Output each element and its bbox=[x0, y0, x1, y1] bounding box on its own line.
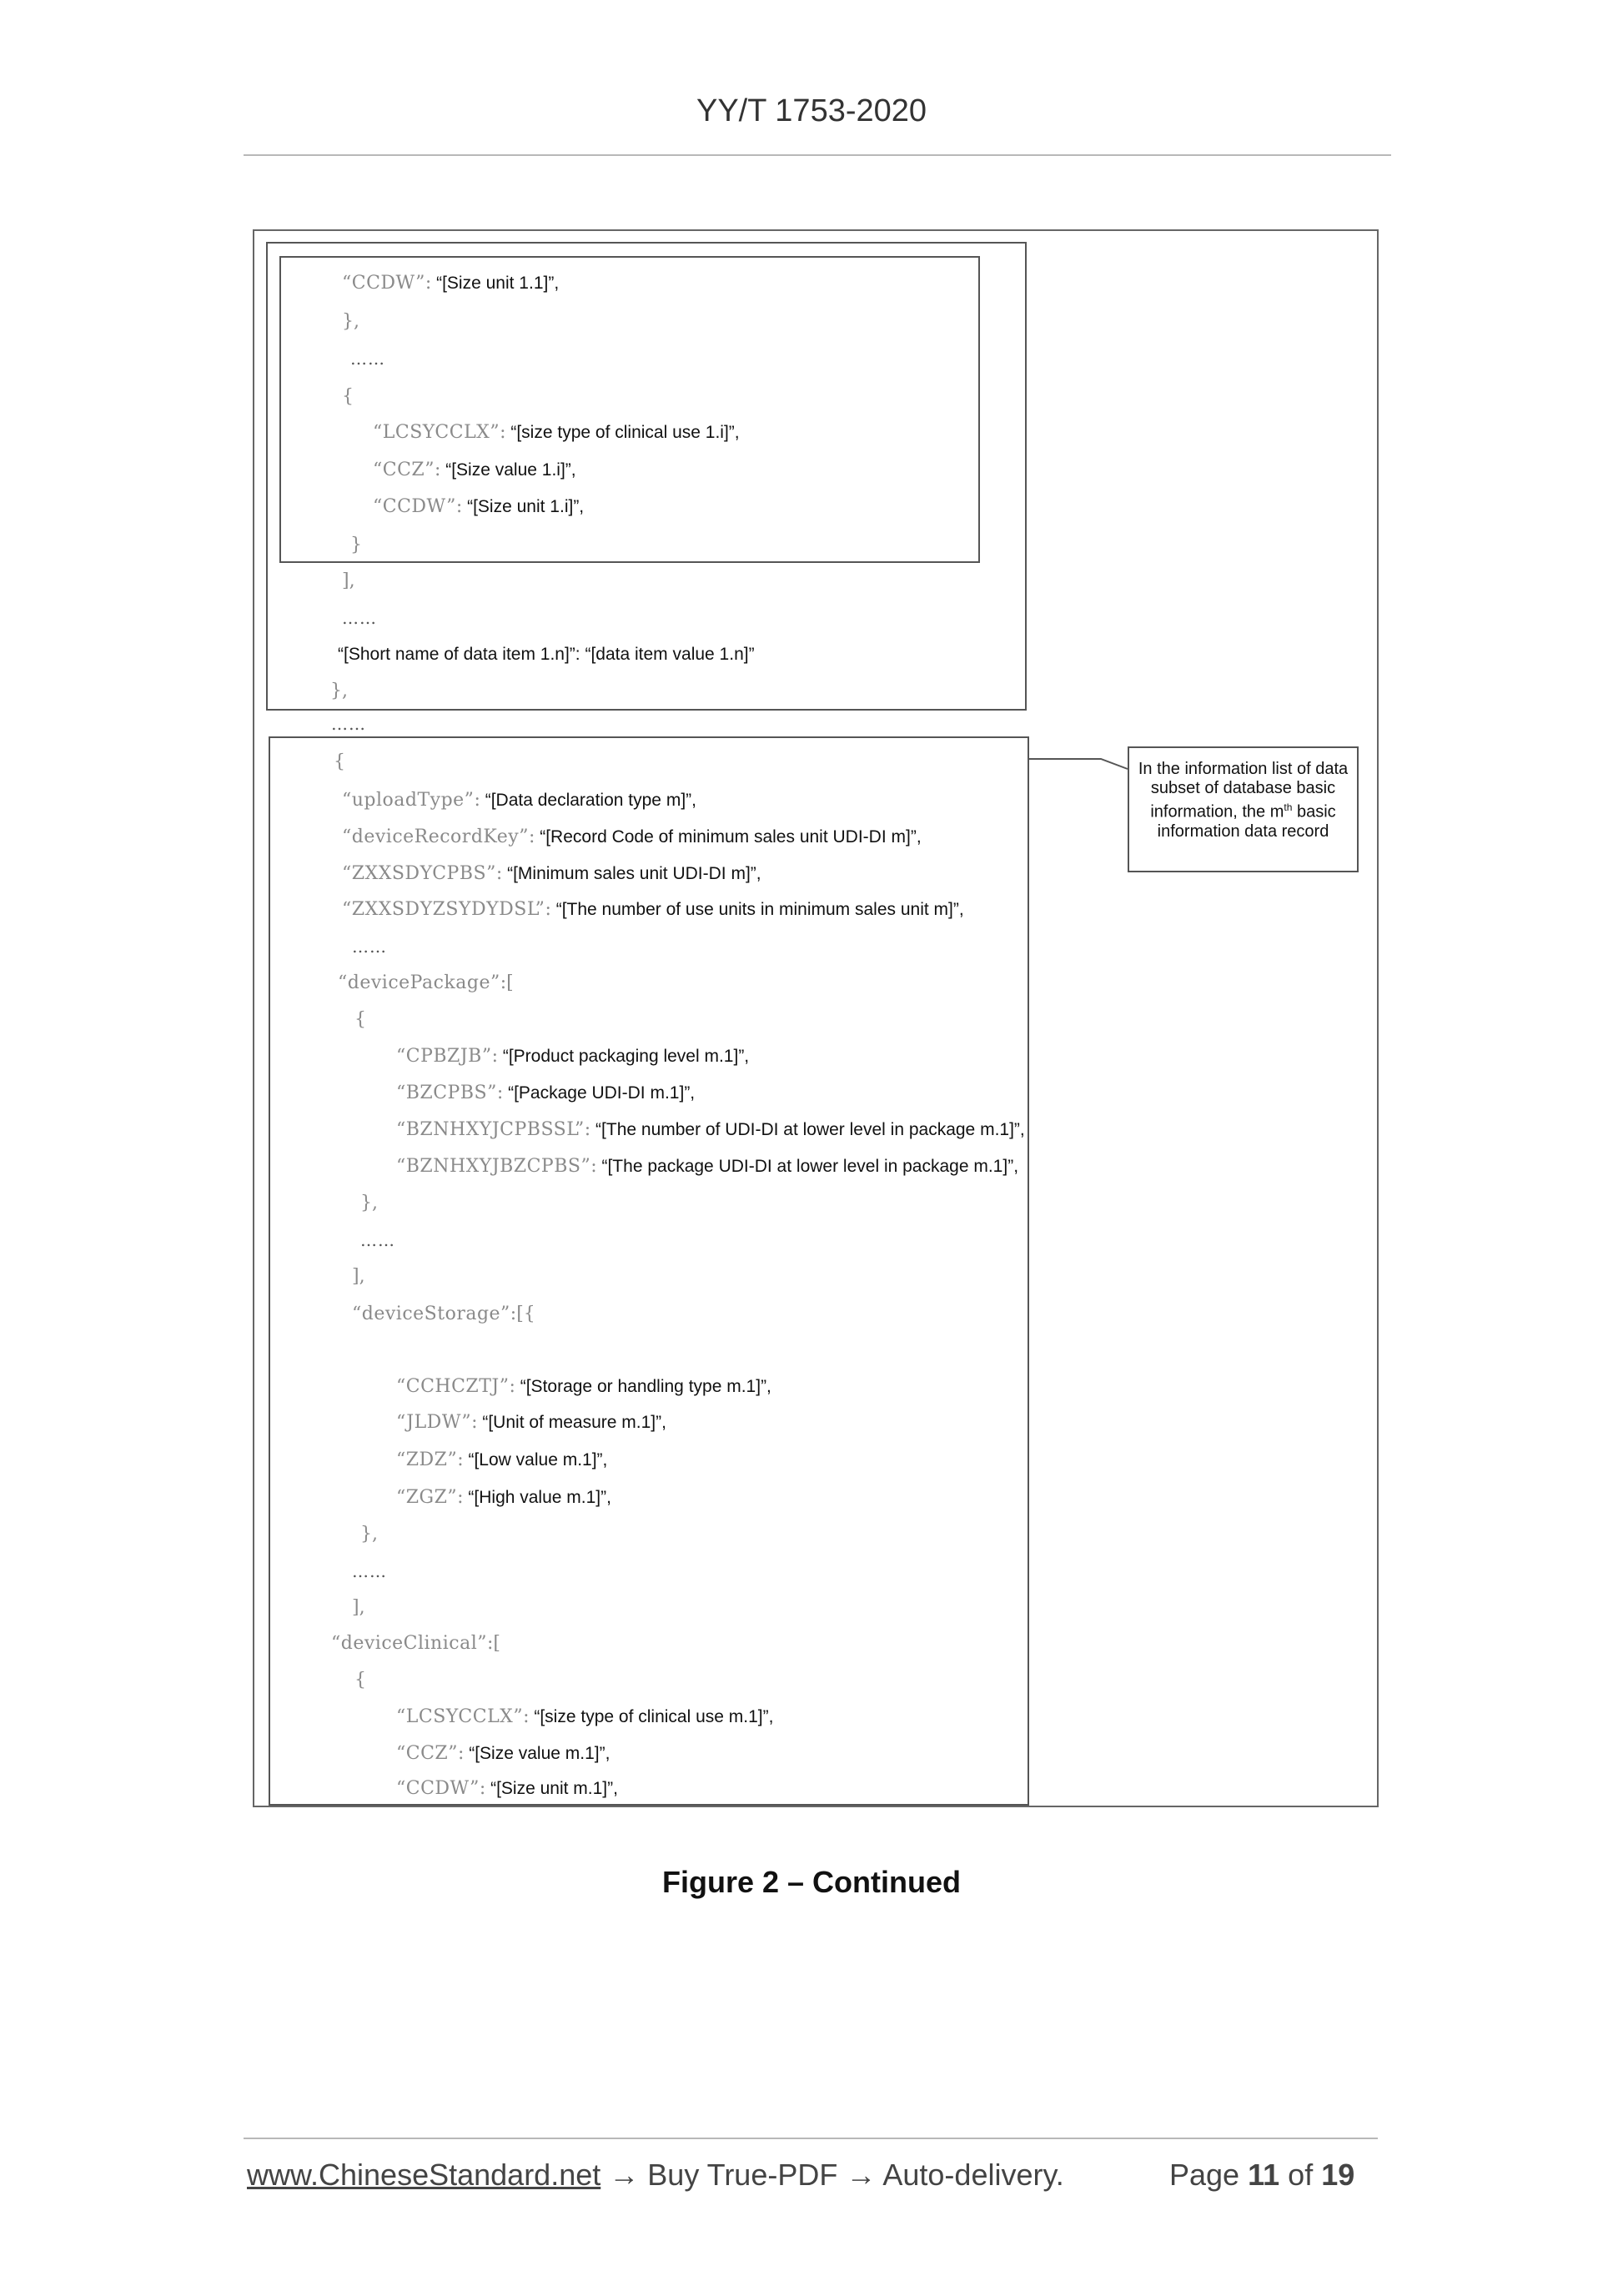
json-separator: : bbox=[509, 1376, 515, 1397]
code-line bbox=[342, 826, 922, 849]
code-line bbox=[396, 1082, 695, 1105]
code-line bbox=[342, 310, 359, 334]
json-separator: : bbox=[523, 1706, 530, 1727]
code-line bbox=[396, 1375, 771, 1399]
arrow-icon: → bbox=[846, 2158, 877, 2192]
json-key: “ZXXSDYCPBS” bbox=[342, 863, 496, 884]
code-line bbox=[342, 898, 964, 922]
json-value: “[Size unit 1.1]”, bbox=[436, 274, 560, 293]
code-line bbox=[373, 421, 740, 445]
json-separator: : bbox=[457, 1487, 464, 1508]
json-value: “[Package UDI-DI m.1]”, bbox=[508, 1083, 696, 1103]
json-value: “[Size value 1.i]”, bbox=[445, 460, 576, 480]
code-line bbox=[342, 862, 761, 886]
json-key: “BZNHXYJBZCPBS” bbox=[396, 1156, 591, 1177]
arrow-icon: → bbox=[609, 2158, 640, 2192]
json-value: “[Size value m.1]”, bbox=[469, 1744, 611, 1763]
footer-rule bbox=[244, 2138, 1378, 2139]
json-key: “CPBZJB” bbox=[396, 1046, 492, 1067]
page-indicator bbox=[1169, 2158, 1354, 2193]
code-line bbox=[334, 751, 345, 774]
code-line bbox=[354, 1669, 366, 1692]
json-value: “[Storage or handling type m.1]”, bbox=[520, 1377, 771, 1396]
code-line bbox=[352, 1265, 365, 1289]
json-value: “[Product packaging level m.1]”, bbox=[502, 1047, 750, 1066]
json-punctuation: ], bbox=[352, 1266, 365, 1287]
code-line bbox=[331, 1632, 500, 1655]
code-line bbox=[342, 272, 559, 295]
json-separator: : bbox=[496, 1083, 504, 1103]
json-key: “devicePackage” bbox=[338, 972, 500, 993]
code-line bbox=[352, 1303, 535, 1326]
json-separator: : bbox=[590, 1156, 597, 1177]
note-superscript: th bbox=[1284, 801, 1293, 813]
json-value: “[Short name of data item 1.n]”: “[data item value 1.n]” bbox=[338, 645, 755, 664]
json-key: “deviceClinical” bbox=[331, 1633, 487, 1654]
code-line bbox=[350, 347, 385, 371]
json-separator: : bbox=[500, 422, 506, 443]
json-key: “ZXXSDYZSYDYDSL” bbox=[342, 899, 545, 920]
code-line bbox=[396, 1155, 1018, 1178]
code-line bbox=[373, 459, 576, 482]
code-line bbox=[352, 1560, 387, 1584]
json-separator: : bbox=[455, 496, 463, 517]
json-value: “[size type of clinical use m.1]”, bbox=[534, 1707, 774, 1726]
code-line bbox=[352, 1596, 365, 1620]
buy-true-pdf-link[interactable]: Buy True-PDF bbox=[647, 2158, 838, 2192]
json-key: “uploadType” bbox=[342, 790, 475, 811]
json-key: “CCHCZTJ” bbox=[396, 1376, 510, 1397]
json-separator: : bbox=[584, 1119, 591, 1140]
ellipsis: …… bbox=[352, 1561, 387, 1581]
json-value: “[Low value m.1]”, bbox=[468, 1450, 608, 1470]
json-value: “[The number of use units in minimum sales unit m]”, bbox=[555, 900, 964, 919]
callout-note bbox=[1128, 746, 1359, 872]
json-key: “CCZ” bbox=[396, 1743, 458, 1764]
json-separator: : bbox=[474, 790, 480, 811]
header-rule bbox=[244, 154, 1391, 156]
page-label: Page bbox=[1169, 2158, 1240, 2192]
code-line bbox=[360, 1192, 378, 1215]
code-line bbox=[396, 1486, 611, 1510]
code-line bbox=[350, 534, 362, 557]
json-separator: :[ bbox=[487, 1633, 500, 1654]
json-value: “[Size unit m.1]”, bbox=[490, 1779, 618, 1798]
json-value: “[High value m.1]”, bbox=[468, 1488, 611, 1507]
note-text-end: basic information data record bbox=[1157, 802, 1336, 841]
json-punctuation: } bbox=[350, 535, 362, 555]
ellipsis: …… bbox=[342, 608, 377, 628]
json-key: “BZNHXYJCPBSSL” bbox=[396, 1119, 585, 1140]
json-key: “CCDW” bbox=[373, 496, 456, 517]
code-line bbox=[396, 1706, 773, 1729]
total-pages: 19 bbox=[1321, 2158, 1355, 2192]
json-value: “[Record Code of minimum sales unit UDI-DI m]”, bbox=[540, 827, 922, 847]
json-separator: : bbox=[528, 826, 535, 847]
json-separator: : bbox=[495, 863, 503, 884]
auto-delivery-text: Auto-delivery. bbox=[882, 2158, 1064, 2192]
json-punctuation: }, bbox=[360, 1193, 378, 1213]
json-separator: : bbox=[471, 1412, 478, 1433]
ellipsis: …… bbox=[331, 714, 366, 734]
footer-promo bbox=[247, 2158, 1064, 2193]
ellipsis: …… bbox=[352, 937, 387, 957]
code-line bbox=[396, 1411, 666, 1434]
code-line bbox=[396, 1742, 610, 1766]
json-punctuation: }, bbox=[360, 1524, 378, 1545]
json-punctuation: }, bbox=[330, 681, 348, 701]
json-key: “deviceRecordKey” bbox=[342, 826, 529, 847]
ellipsis: …… bbox=[350, 349, 385, 369]
ellipsis: …… bbox=[360, 1230, 395, 1250]
json-key: “JLDW” bbox=[396, 1412, 472, 1433]
code-line bbox=[352, 935, 387, 959]
json-separator: : bbox=[457, 1743, 465, 1764]
json-separator: : bbox=[545, 899, 551, 920]
json-value: “[The package UDI-DI at lower level in package m.1]”, bbox=[601, 1157, 1019, 1176]
json-key: “deviceStorage” bbox=[352, 1304, 510, 1324]
code-line bbox=[342, 606, 377, 631]
code-line bbox=[396, 1449, 607, 1472]
json-separator: :[ bbox=[500, 972, 514, 993]
json-key: “LCSYCCLX” bbox=[373, 422, 500, 443]
json-key: “CCDW” bbox=[396, 1778, 480, 1799]
document-id-header: YY/T 1753-2020 bbox=[696, 93, 927, 128]
code-line bbox=[373, 495, 584, 519]
json-value: “[Data declaration type m]”, bbox=[485, 791, 696, 810]
code-line bbox=[360, 1228, 395, 1253]
json-punctuation: { bbox=[354, 1009, 366, 1030]
code-line bbox=[338, 972, 514, 995]
json-punctuation: }, bbox=[342, 311, 359, 332]
code-line bbox=[354, 1008, 366, 1032]
json-separator: : bbox=[479, 1778, 486, 1799]
json-value: “[size type of clinical use 1.i]”, bbox=[510, 423, 740, 442]
json-key: “ZGZ” bbox=[396, 1487, 458, 1508]
json-punctuation: ], bbox=[352, 1597, 365, 1618]
json-key: “CCDW” bbox=[342, 273, 425, 294]
json-separator: :[{ bbox=[510, 1304, 535, 1324]
callout-connector bbox=[1029, 751, 1129, 776]
json-key: “CCZ” bbox=[373, 460, 435, 480]
json-punctuation: ], bbox=[342, 570, 355, 591]
code-line bbox=[330, 680, 348, 703]
note-text: In the information list of data subset of database basic information, the m bbox=[1138, 760, 1349, 821]
of-label: of bbox=[1288, 2158, 1314, 2192]
json-punctuation: { bbox=[334, 751, 345, 772]
code-line bbox=[396, 1045, 749, 1068]
json-separator: : bbox=[434, 460, 441, 480]
code-line bbox=[342, 385, 354, 409]
code-line bbox=[396, 1777, 618, 1801]
json-value: “[The number of UDI-DI at lower level in package m.1]”, bbox=[595, 1120, 1025, 1139]
code-line bbox=[396, 1118, 1025, 1142]
json-value: “[Unit of measure m.1]”, bbox=[482, 1413, 666, 1432]
json-separator: : bbox=[491, 1046, 498, 1067]
json-punctuation: { bbox=[342, 386, 354, 407]
figure-caption: Figure 2 – Continued bbox=[661, 1865, 961, 1899]
code-line bbox=[360, 1523, 378, 1546]
code-line bbox=[342, 570, 355, 593]
json-punctuation: { bbox=[354, 1670, 366, 1691]
code-line bbox=[342, 789, 696, 812]
json-value: “[Size unit 1.i]”, bbox=[467, 497, 585, 516]
page-number: 11 bbox=[1248, 2158, 1280, 2192]
json-key: “BZCPBS” bbox=[396, 1083, 497, 1103]
json-key: “LCSYCCLX” bbox=[396, 1706, 524, 1727]
website-link[interactable]: www.ChineseStandard.net bbox=[247, 2158, 601, 2192]
json-separator: : bbox=[457, 1449, 464, 1470]
code-line bbox=[338, 643, 755, 666]
json-key: “ZDZ” bbox=[396, 1449, 458, 1470]
json-separator: : bbox=[425, 273, 432, 294]
json-value: “[Minimum sales unit UDI-DI m]”, bbox=[507, 864, 761, 883]
